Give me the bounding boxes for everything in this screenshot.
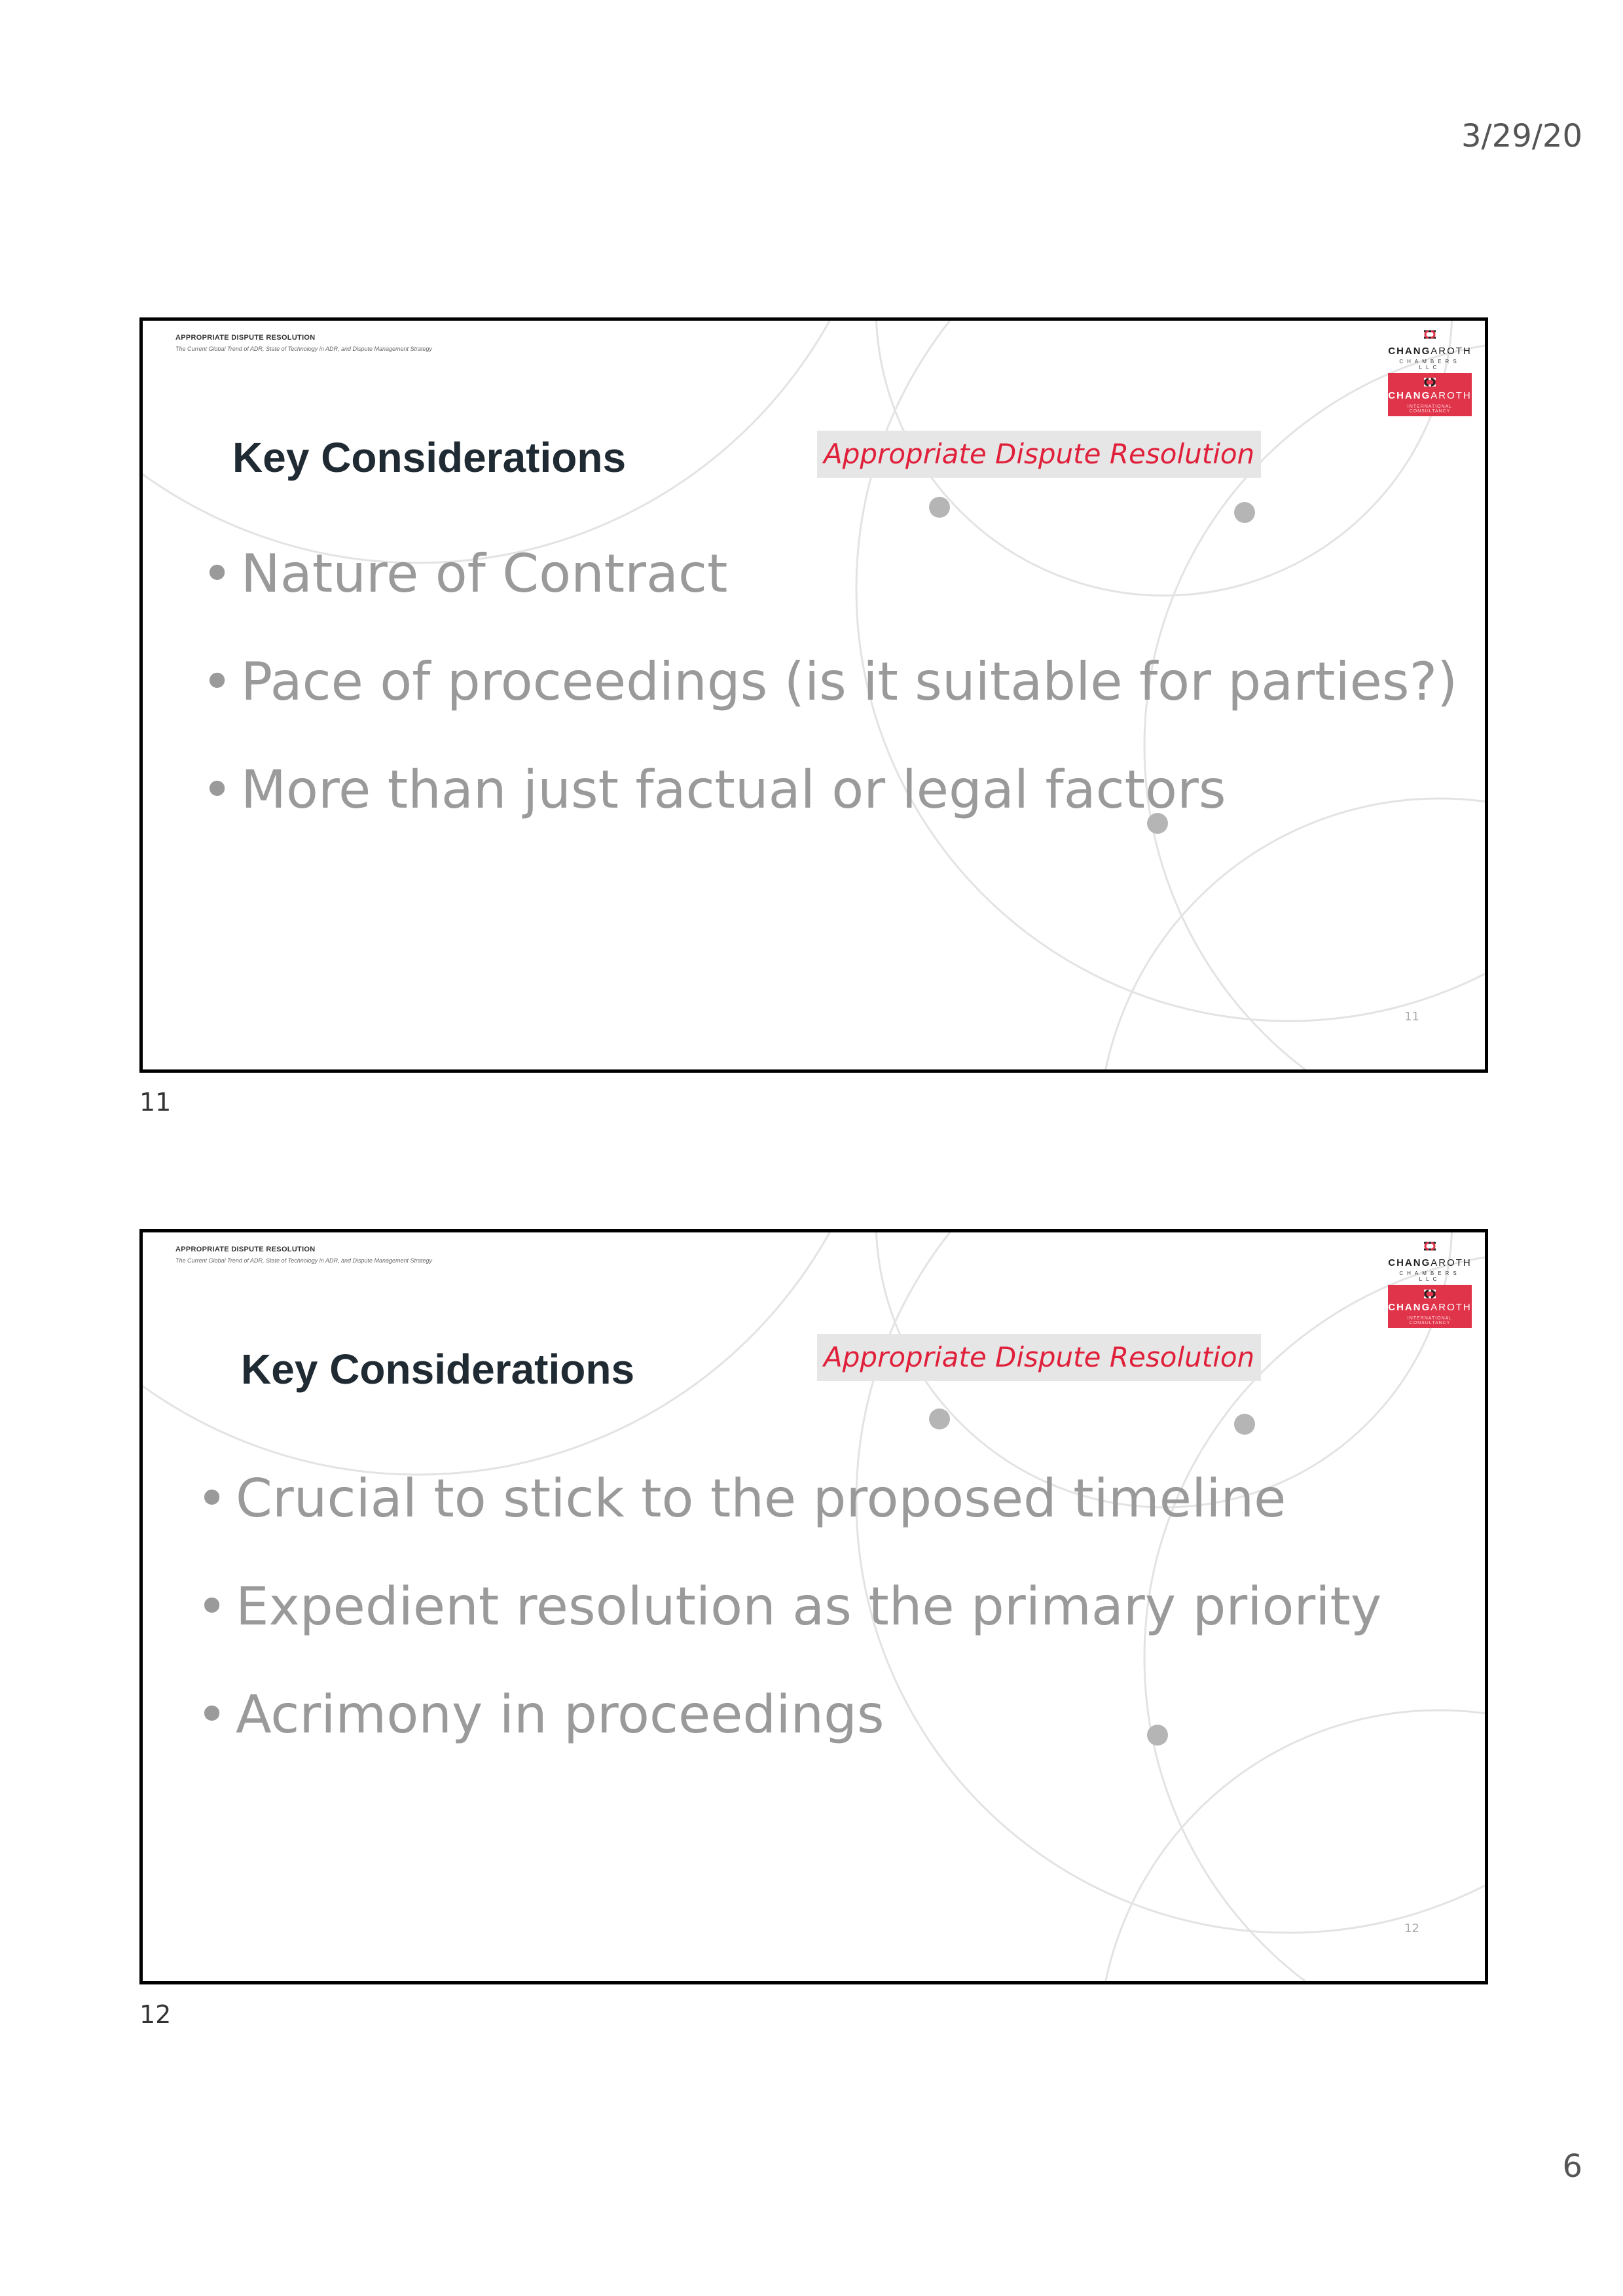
logo-wordmark: CHANGAROTH xyxy=(1388,346,1472,357)
logo-wordmark: CHANGAROTH xyxy=(1388,1257,1472,1268)
topic-tag: Appropriate Dispute Resolution xyxy=(817,1334,1261,1381)
decor-dot xyxy=(929,497,950,518)
logo-red-block xyxy=(1388,1285,1472,1328)
bullet-icon: • xyxy=(202,543,233,604)
slide-heading: Key Considerations xyxy=(241,1346,635,1393)
logo-mark-icon xyxy=(1422,1240,1438,1252)
logo-red-block xyxy=(1388,373,1472,416)
logo-red-subtitle: INTERNATIONAL CONSULTANCY xyxy=(1407,1316,1453,1325)
bullet-icon: • xyxy=(202,651,233,712)
logo-red-wordmark: CHANGAROTH xyxy=(1388,1302,1472,1313)
logo-red-wordmark: CHANGAROTH xyxy=(1388,390,1472,401)
company-logo xyxy=(1387,329,1473,420)
logo-mark-icon xyxy=(1422,1289,1438,1299)
bullet-icon: • xyxy=(196,1468,228,1529)
slide-number: 12 xyxy=(1404,1922,1419,1935)
bullet-item: • Expedient resolution as the primary priority xyxy=(196,1576,1382,1637)
slide-thumbnail xyxy=(139,1229,1488,1984)
decor-dot xyxy=(929,1408,950,1429)
logo-mark-icon xyxy=(1422,329,1438,340)
page-number: 6 xyxy=(1562,2148,1582,2185)
slide-header-subtitle: The Current Global Trend of ADR, State of Technology in ADR, and Dispute Management Strategy xyxy=(175,1257,433,1264)
page-date: 3/29/20 xyxy=(1461,118,1582,154)
slide-heading: Key Considerations xyxy=(232,434,627,481)
bullet-list xyxy=(202,543,1457,867)
bullet-icon: • xyxy=(196,1576,228,1637)
slide-caption: 11 xyxy=(139,1088,172,1117)
slide-number: 11 xyxy=(1404,1010,1419,1024)
slide-caption: 12 xyxy=(139,2000,172,2029)
slide-header-title: APPROPRIATE DISPUTE RESOLUTION xyxy=(175,1246,316,1253)
bullet-item: • Pace of proceedings (is it suitable for parties?) xyxy=(202,651,1458,712)
bullet-item: • More than just factual or legal factors xyxy=(202,759,1226,820)
company-logo xyxy=(1387,1240,1473,1332)
bullet-item: • Crucial to stick to the proposed timeline xyxy=(196,1468,1286,1529)
slide-thumbnail xyxy=(139,317,1488,1073)
topic-tag: Appropriate Dispute Resolution xyxy=(817,431,1261,478)
bullet-list xyxy=(196,1468,1381,1792)
slide-header-title: APPROPRIATE DISPUTE RESOLUTION xyxy=(175,334,316,342)
decor-dot xyxy=(1234,502,1255,523)
logo-subtitle: CHAMBERS LLC xyxy=(1399,359,1461,370)
decor-dot xyxy=(1234,1414,1255,1435)
slide-header-subtitle: The Current Global Trend of ADR, State of Technology in ADR, and Dispute Management Strategy xyxy=(175,346,433,352)
bullet-icon: • xyxy=(202,759,233,820)
logo-red-subtitle: INTERNATIONAL CONSULTANCY xyxy=(1407,404,1453,414)
bullet-item: • Acrimony in proceedings xyxy=(196,1684,884,1745)
bullet-item: • Nature of Contract xyxy=(202,543,728,604)
bullet-icon: • xyxy=(196,1684,228,1745)
logo-subtitle: CHAMBERS LLC xyxy=(1399,1270,1461,1282)
logo-mark-icon xyxy=(1422,377,1438,387)
